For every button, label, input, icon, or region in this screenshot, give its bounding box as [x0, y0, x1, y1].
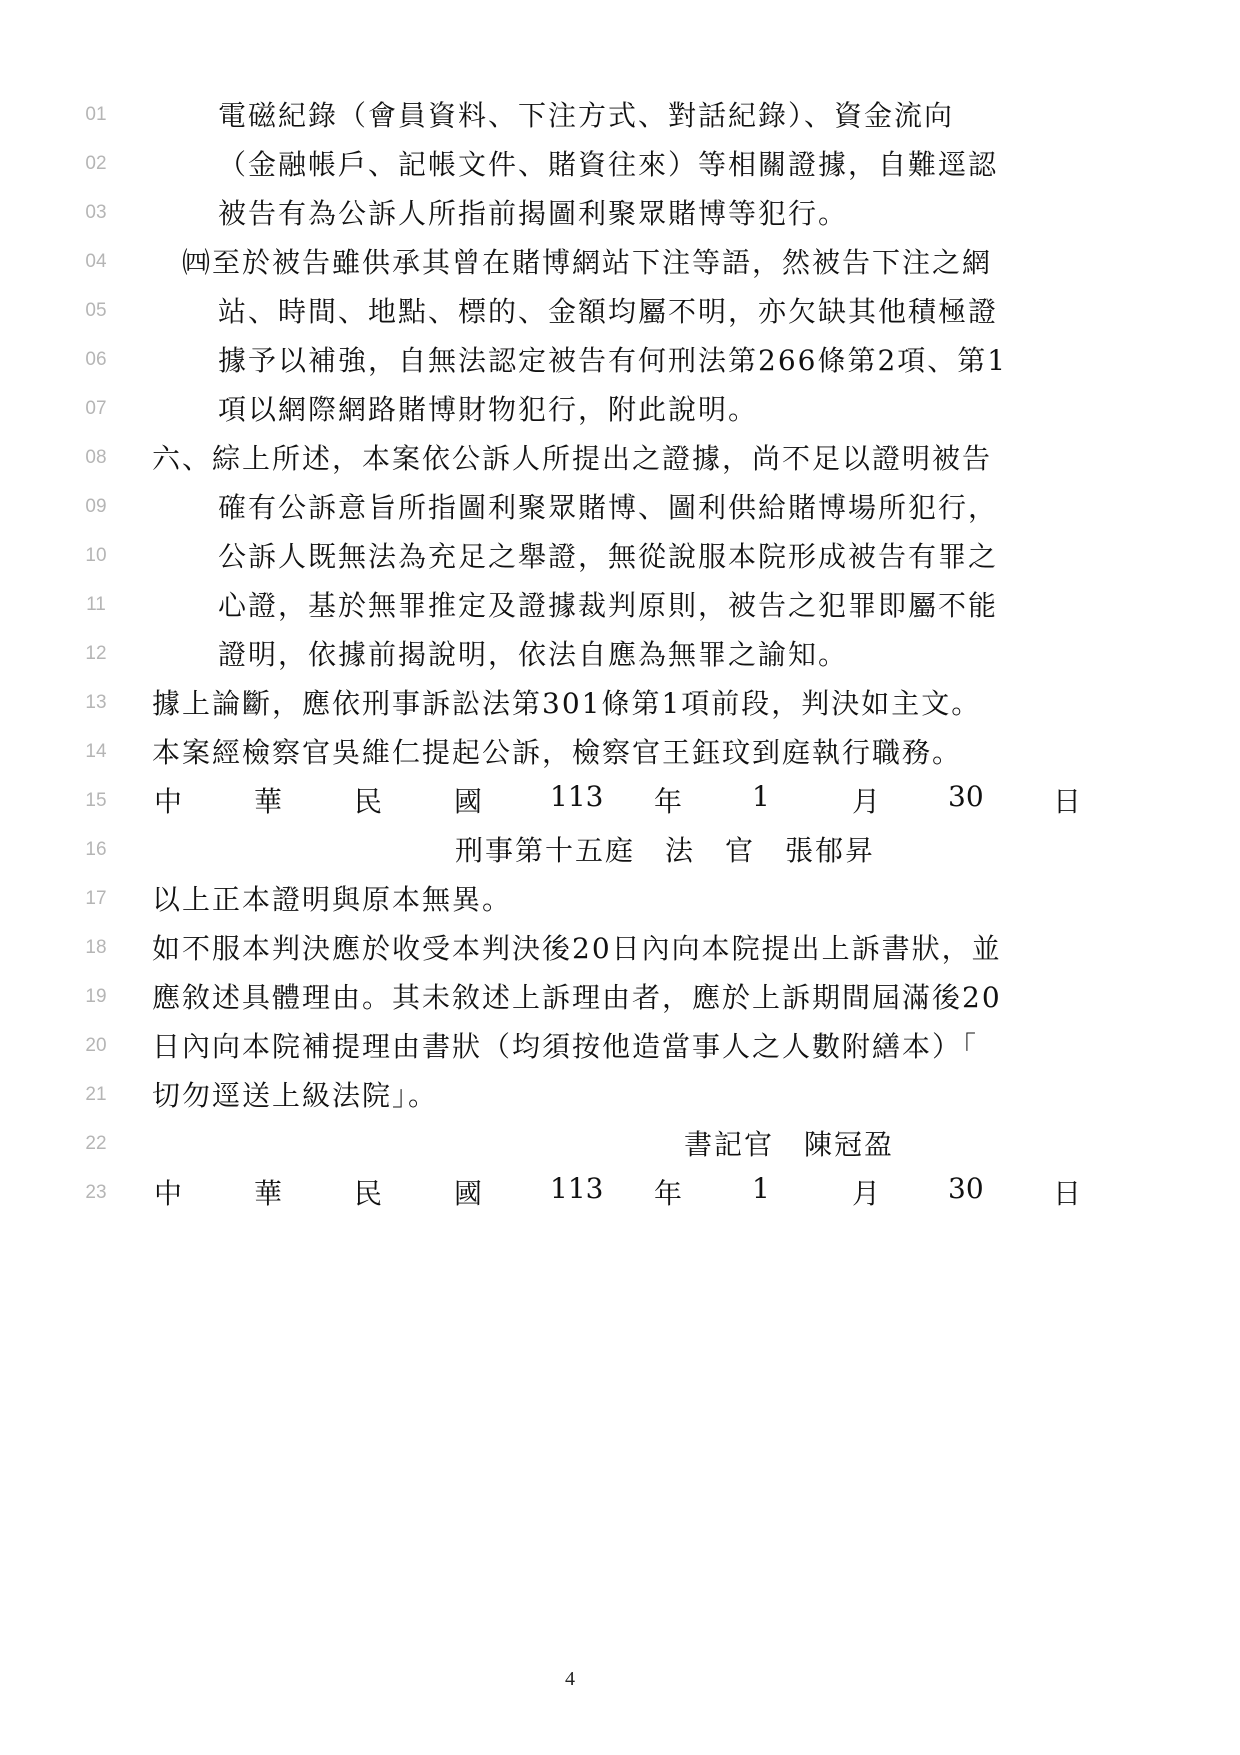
date-year: 113	[550, 780, 604, 813]
date-row	[0, 778, 1240, 827]
line-number: 10	[85, 545, 107, 566]
page-number: 4	[565, 1668, 575, 1690]
date-char: 華	[254, 785, 283, 818]
line-text: 如不服本判決應於收受本判決後20日內向本院提出上訴書狀，並	[152, 932, 1002, 965]
line-number: 04	[85, 251, 107, 272]
line-text: 公訴人既無法為充足之舉證，無從說服本院形成被告有罪之	[218, 540, 999, 573]
line-number: 14	[85, 741, 107, 762]
line-number: 11	[86, 594, 106, 615]
line-text: 項以網際網路賭博財物犯行，附此說明。	[218, 393, 759, 426]
line-text: 以上正本證明與原本無異。	[152, 883, 513, 916]
text-line	[0, 386, 1240, 435]
date-char: 日	[1053, 1177, 1082, 1210]
line-number: 06	[85, 349, 107, 370]
line-number: 12	[85, 643, 107, 664]
line-text: 日內向本院補提理由書狀（均須按他造當事人之人數附繕本）「	[152, 1030, 979, 1063]
date-day: 30	[948, 780, 984, 813]
line-number: 01	[85, 104, 107, 125]
text-line	[0, 680, 1240, 729]
date-year: 113	[550, 1172, 604, 1205]
line-text: 被告有為公訴人所指前揭圖利聚眾賭博等犯行。	[218, 197, 849, 230]
text-line	[0, 239, 1240, 288]
date-char: 華	[254, 1177, 283, 1210]
line-number: 07	[85, 398, 107, 419]
text-line	[0, 484, 1240, 533]
text-line	[0, 141, 1240, 190]
line-text: 站、時間、地點、標的、金額均屬不明，亦欠缺其他積極證	[218, 295, 999, 328]
line-number: 20	[85, 1035, 107, 1056]
date-day: 30	[948, 1172, 984, 1205]
line-number: 05	[85, 300, 107, 321]
date-month: 1	[752, 780, 770, 813]
text-line	[0, 533, 1240, 582]
clerk-signature-line	[0, 1121, 1240, 1170]
line-text: 應敘述具體理由。其未敘述上訴理由者，應於上訴期間屆滿後20	[152, 981, 1002, 1014]
date-char: 國	[454, 785, 483, 818]
text-line	[0, 631, 1240, 680]
text-line	[0, 582, 1240, 631]
date-char: 國	[454, 1177, 483, 1210]
text-line	[0, 190, 1240, 239]
line-text: 確有公訴意旨所指圖利聚眾賭博、圖利供給賭博場所犯行，	[218, 491, 999, 524]
date-char: 民	[354, 785, 383, 818]
judge-signature-line	[0, 827, 1240, 876]
text-line	[0, 876, 1240, 925]
date-char: 日	[1053, 785, 1082, 818]
line-text: ㈣至於被告雖供承其曾在賭博網站下注等語，然被告下注之網	[182, 246, 993, 279]
text-line	[0, 435, 1240, 484]
text-line	[0, 974, 1240, 1023]
date-char: 年	[654, 1177, 683, 1210]
line-number: 03	[85, 202, 107, 223]
date-char: 民	[354, 1177, 383, 1210]
line-text: 切勿逕送上級法院」。	[152, 1079, 439, 1112]
date-char: 中	[154, 1177, 183, 1210]
date-month: 1	[752, 1172, 770, 1205]
line-number: 23	[85, 1182, 107, 1203]
line-text: （金融帳戶、記帳文件、賭資往來）等相關證據，自難逕認	[218, 148, 999, 181]
line-text: 證明，依據前揭說明，依法自應為無罪之諭知。	[218, 638, 849, 671]
line-text: 六、綜上所述，本案依公訴人所提出之證據，尚不足以證明被告	[152, 442, 993, 475]
date-char: 中	[154, 785, 183, 818]
judge-signature: 刑事第十五庭 法 官 張郁昇	[455, 834, 876, 867]
text-line	[0, 288, 1240, 337]
text-line	[0, 925, 1240, 974]
date-char: 月	[852, 1177, 881, 1210]
text-line	[0, 1072, 1240, 1121]
text-line	[0, 337, 1240, 386]
line-number: 17	[85, 888, 107, 909]
line-number: 19	[85, 986, 107, 1007]
text-line	[0, 729, 1240, 778]
line-number: 13	[85, 692, 107, 713]
line-number: 15	[85, 790, 107, 811]
line-number: 16	[85, 839, 107, 860]
clerk-signature: 書記官 陳冠盈	[684, 1128, 895, 1161]
date-char: 年	[654, 785, 683, 818]
line-text: 心證，基於無罪推定及證據裁判原則，被告之犯罪即屬不能	[218, 589, 999, 622]
line-number: 02	[85, 153, 107, 174]
line-text: 據予以補強，自無法認定被告有何刑法第266條第2項、第1	[218, 344, 1008, 377]
line-text: 電磁紀錄（會員資料、下注方式、對話紀錄）、資金流向	[218, 99, 955, 132]
line-text: 據上論斷，應依刑事訴訟法第301條第1項前段，判決如主文。	[152, 687, 982, 720]
line-number: 22	[85, 1133, 107, 1154]
line-number: 21	[85, 1084, 107, 1105]
text-line	[0, 1023, 1240, 1072]
line-text: 本案經檢察官吳維仁提起公訴，檢察官王鈺玟到庭執行職務。	[152, 736, 963, 769]
line-number: 18	[85, 937, 107, 958]
text-line	[0, 92, 1240, 141]
date-char: 月	[852, 785, 881, 818]
line-number: 08	[85, 447, 107, 468]
line-number: 09	[85, 496, 107, 517]
date-row	[0, 1170, 1240, 1219]
